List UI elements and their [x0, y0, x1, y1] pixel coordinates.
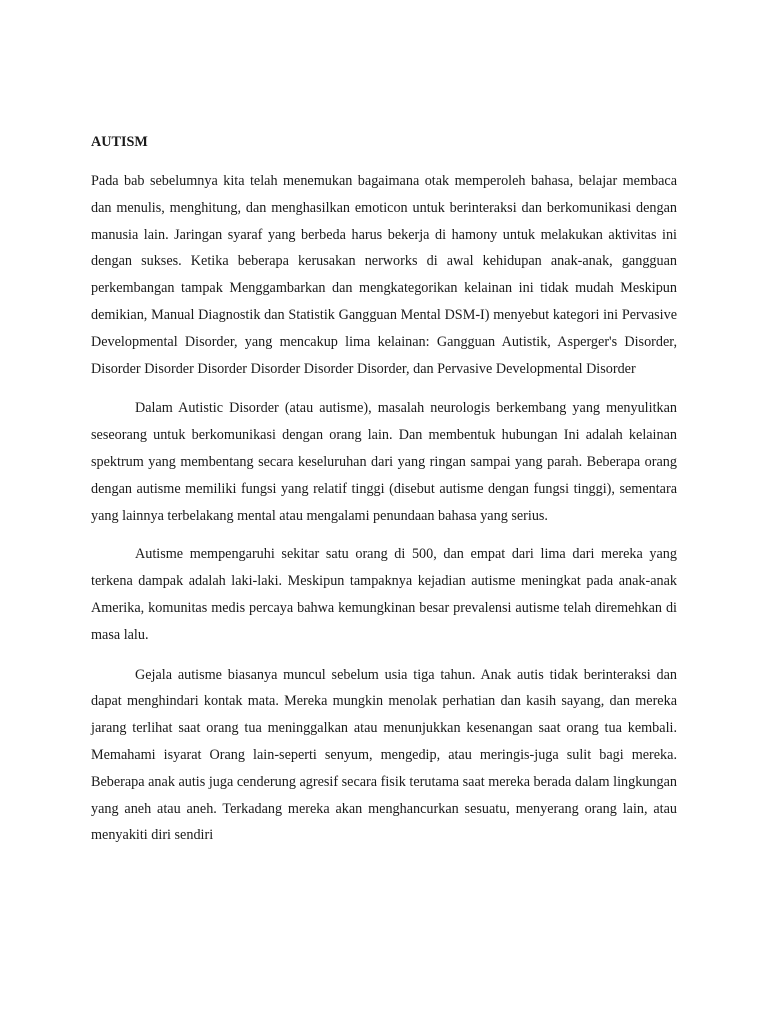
- document-body: [91, 130, 677, 849]
- paragraph-2: Dalam Autistic Disorder (atau autisme), masalah neurologis berkembang yang menyulitkan seseorang untuk berkomunikasi dengan orang lain. Dan membentuk hubungan Ini adalah kelainan spektrum yang membentang secara keseluruhan dari yang ringan sampai yang parah. Beberapa orang dengan autisme memiliki fungsi yang relatif tinggi (disebut autisme dengan fungsi tinggi), sementara yang lainnya terbelakang mental atau mengalami penundaan bahasa yang serius.: [91, 400, 677, 524]
- paragraph-1: Pada bab sebelumnya kita telah menemukan bagaimana otak memperoleh bahasa, belajar membaca dan menulis, menghitung, dan menghasilkan emoticon untuk berinteraksi dan berkomunikasi dengan manusia lain. Jaringan syaraf yang berbeda harus bekerja di hamony untuk melakukan aktivitas ini dengan sukses. Ketika beberapa kerusakan nerworks di awal kehidupan anak-anak, gangguan perkembangan tampak Menggambarkan dan mengkategorikan kelainan ini tidak mudah Meskipun demikian, Manual Diagnostik dan Statistik Gangguan Mental DSM-I) menyebut kategori ini Pervasive Developmental Disorder, yang mencakup lima kelainan: Gangguan Autistik, Asperger's Disorder, Disorder Disorder Disorder Disorder Disorder Disorder, dan Pervasive Developmental Disorder: [91, 173, 677, 377]
- document-title: AUTISM: [91, 134, 148, 150]
- paragraph-3: Autisme mempengaruhi sekitar satu orang di 500, dan empat dari lima dari mereka yang terkena dampak adalah laki-laki. Meskipun tampaknya kejadian autisme meningkat pada anak-anak Amerika, komunitas medis percaya bahwa kemungkinan besar prevalensi autisme telah diremehkan di masa lalu.: [91, 546, 677, 643]
- paragraph-4: Gejala autisme biasanya muncul sebelum usia tiga tahun. Anak autis tidak berinteraksi dan dapat menghindari kontak mata. Mereka mungkin menolak perhatian dan kasih sayang, dan mereka jarang terlihat saat orang tua meninggalkan atau menunjukkan kesenangan saat orang tua kembali. Memahami isyarat Orang lain-seperti senyum, mengedip, atau meringis-juga sulit bagi mereka. Beberapa anak autis juga cenderung agresif secara fisik terutama saat mereka berada dalam lingkungan yang aneh atau aneh. Terkadang mereka akan menghancurkan sesuatu, menyerang orang lain, atau menyakiti diri sendiri: [91, 666, 677, 844]
